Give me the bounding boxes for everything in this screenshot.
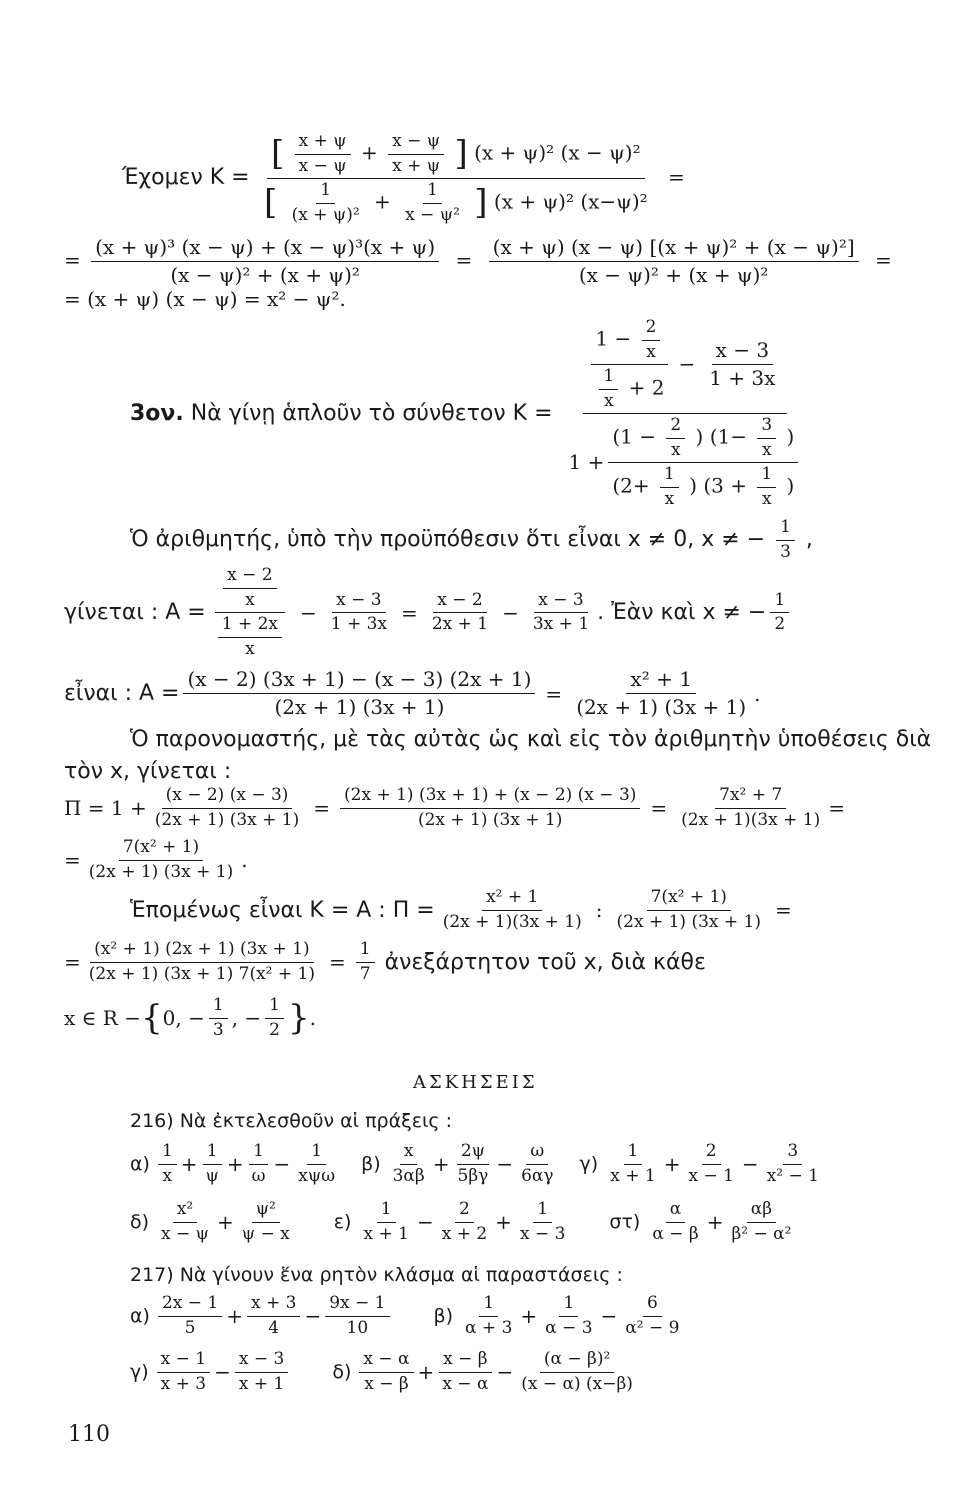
- P-line: Π = 1 + $\frac{(x - 2) (x - 3)}{(2x + 1) (3x + 1)}$ = $\frac{(2x + 1) (3x + 1) + (x - 2) (x - 3)}{(2x + 1) (3x + 1)}$ = $\frac{\text{7x² + 7}}{(2x + 1)(3x + 1)}$ =: [64, 785, 845, 830]
- P-result-line: = $\frac{\text{7(x² + 1)}}{(2x + 1) (3x + 1)}$ .: [64, 837, 248, 882]
- compound-fraction: 1 − $\frac{2}{x}$ $\frac{1}{x}$ + 2 − $\frac{x - 3}{1 + 3x}$ 1 + (1 − $\frac{2}{x}$ ) (1− $\frac{3}{x}$ ) (2+ $\frac{1}{x}$ ) (3 + $\frac{1}{x}$ ): [565, 318, 807, 509]
- K-simplified-line: = $\frac{\text{(x² + 1) (2x + 1) (3x + 1)}}{\text{(2x + 1) (3x + 1) 7(x² + 1)}}$ = $\frac{1}{7}$ ἀνεξάρτητον τοῦ x, διὰ κάθε: [64, 939, 706, 984]
- exercise-216-title: 216) Νὰ ἐκτελεσθοῦν αἱ πράξεις :: [130, 1110, 453, 1132]
- exercise-216-row-1: α) $\frac{1}{x}$ + $\frac{1}{\psi}$ + $\frac{1}{\omega}$ − $\frac{1}{\text{xψω}}$ β) $\frac{x}{3\alpha\beta}$ + $\frac{2\psi}{5\beta\gamma}$ − $\frac{\omega}{6\alpha\gamma}$ γ) $\frac{1}{x + 1}$ + $\frac{2}{x - 1}$ − $\frac{3}{\text{x² − 1}}$: [130, 1141, 819, 1186]
- K-result-line: Ἑπομένως εἶναι Κ = Α : Π = $\frac{\text{x² + 1}}{(2x + 1)(3x + 1)}$ : $\frac{\text{7(x² + 1)}}{(2x + 1) (3x + 1)}$ =: [130, 887, 792, 932]
- A-expanded-line: εἶναι : Α = $\frac{(x - 2) (3x + 1) - (x - 3) (2x + 1)}{(2x + 1) (3x + 1)}$ = $\frac{\text{x² + 1}}{(2x + 1) (3x + 1)}$ .: [64, 667, 761, 719]
- denominator-text-1: Ὁ παρονομαστής, μὲ τὰς αὐτὰς ὡς καὶ εἰς τὸν ἀριθμητὴν ὑποθέσεις διὰ: [130, 727, 932, 752]
- intro-text: Έχομεν Κ =: [122, 165, 250, 191]
- denominator-text-2: τὸν x, γίνεται :: [64, 759, 232, 784]
- k-definition-line: Έχομεν Κ = [ $\frac{x + \psi}{x - \psi}$ + $\frac{x - \psi}{x + \psi}$ ] (x + ψ)² (x − ψ)² [ $\frac{1}{\text{(x + ψ)²}}$ + $\frac{1}{\text{x − ψ²}}$ ] (x + ψ)² (x−ψ)² =: [122, 131, 685, 225]
- A-line: γίνεται : Α = $\frac{\frac{x - 2}{x}}{\frac{1 + 2x}{x}}$ − $\frac{x - 3}{1 + 3x}$ = $\frac{x - 2}{2x + 1}$ − $\frac{x - 3}{3x + 1}$ . Ἐὰν καὶ x ≠ − $\frac{1}{2}$: [64, 566, 793, 659]
- exercise-216-row-2: δ) $\frac{\text{x²}}{x - \psi}$ + $\frac{\text{ψ²}}{\psi - x}$ ε) $\frac{1}{x + 1}$ − $\frac{2}{x + 2}$ + $\frac{1}{x - 3}$ στ) $\frac{\alpha}{\alpha - \beta}$ + $\frac{\alpha\beta}{\text{β² − α²}}$: [130, 1199, 792, 1244]
- numerator-condition-line: Ὁ ἀριθμητής, ὑπὸ τὴν προϋπόθεσιν ὅτι εἶναι x ≠ 0, x ≠ − $\frac{1}{3}$ ,: [130, 517, 813, 562]
- expansion-line: = $\frac{\text{(x + ψ)³ (x − ψ) + (x − ψ)³(x + ψ)}}{\text{(x − ψ)² + (x + ψ)²}}$ = $\frac{\text{(x + ψ) (x − ψ) [(x + ψ)² + (x − ψ)²]}}{\text{(x − ψ)² + (x + ψ)²}}$ =: [64, 235, 892, 287]
- exercise-217-title: 217) Νὰ γίνουν ἕνα ρητὸν κλάσμα αἱ παραστάσεις :: [130, 1264, 623, 1286]
- result-line: = (x + ψ) (x − ψ) = x² − ψ².: [64, 287, 346, 311]
- domain-set-line: x ∈ R − { 0, − $\frac{1}{3}$ , − $\frac{1}{2}$ } .: [64, 995, 316, 1040]
- exercise-217-row-1: α) $\frac{2x - 1}{5}$ + $\frac{x + 3}{4}$ − $\frac{9x - 1}{10}$ β) $\frac{1}{\alpha + 3}$ + $\frac{1}{\alpha - 3}$ − $\frac{6}{\text{α² − 9}}$: [130, 1293, 680, 1338]
- problem-text: Νὰ γίνῃ ἁπλοῦν τὸ σύνθετον Κ =: [190, 401, 553, 427]
- k-main-fraction: [ $\frac{x + \psi}{x - \psi}$ + $\frac{x - \psi}{x + \psi}$ ] (x + ψ)² (x − ψ)² [ $\frac{1}{\text{(x + ψ)²}}$ + $\frac{1}{\text{x − ψ²}}$ ] (x + ψ)² (x−ψ)²: [263, 131, 648, 225]
- exercise-217-row-2: γ) $\frac{x - 1}{x + 3}$ − $\frac{x - 3}{x + 1}$ δ) $\frac{x - \alpha}{x - \beta}$ + $\frac{x - \beta}{x - \alpha}$ − $\frac{\text{(α − β)²}}{(x - \alpha) (x-\beta)}$: [130, 1349, 633, 1394]
- page-number: 110: [68, 1422, 110, 1447]
- problem-3-line: [130, 318, 810, 509]
- exercises-heading: ΑΣΚΗΣΕΙΣ: [413, 1072, 538, 1093]
- problem-label: 3ον.: [130, 401, 184, 427]
